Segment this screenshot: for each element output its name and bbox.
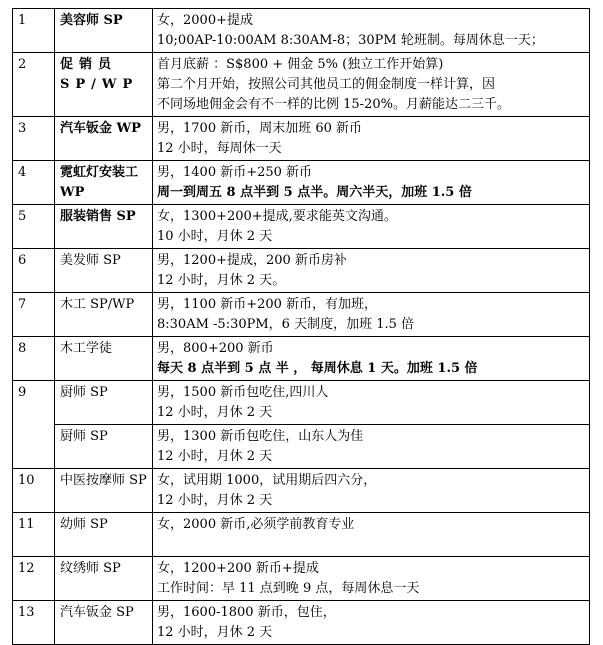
job-details [153,381,590,425]
table-row [13,249,590,293]
row-number: 13 [13,601,55,645]
row-number: 10 [13,469,55,513]
detail-line: 12 小时，月休 2 天 [157,493,273,508]
detail-line: 女，2000+提成 [157,13,253,28]
detail-line: 男，1200+提成，200 新币房补 [157,253,347,268]
table-row [13,117,590,161]
table-row [13,513,590,557]
job-listing-table [12,8,590,645]
detail-line: 不同场地佣金会有不一样的比例 15-20%。月薪能达二三千。 [157,97,510,112]
job-title [55,53,153,117]
detail-line: 12 小时，月休 2 天 [157,449,273,464]
job-title: 木工学徒 [55,337,153,381]
job-details [153,513,590,557]
detail-line: 12 小时，月休 2 天 [157,625,273,640]
detail-line: 12 小时，月休 2 天 [157,405,273,420]
row-number: 6 [13,249,55,293]
table-row [13,337,590,381]
job-details [153,557,590,601]
detail-line: 女，试用期 1000，试用期后四六分， [157,473,377,488]
job-title-text: 霓虹灯安装工 WP [60,165,139,200]
job-title [55,161,153,205]
table-row [13,381,590,425]
detail-line: 男，800+200 新币 [157,341,274,356]
row-number: 8 [13,337,55,381]
job-details [153,53,590,117]
table-row [13,601,590,645]
job-title: 厨师 SP [55,381,153,425]
detail-line: 男，1400 新币+250 新币 [157,165,313,180]
job-title: 汽车钣金 WP [55,117,153,161]
detail-line: 男，1500 新币包吃住,四川人 [157,385,329,400]
detail-line: 女，1300+200+提成,要求能英文沟通。 [157,209,397,224]
job-details [153,249,590,293]
row-number: 12 [13,557,55,601]
job-details [153,469,590,513]
detail-line: 首月底薪 ：S$800 + 佣金 5% (独立工作开始算) [157,57,444,72]
detail-line: 12 小时，每周休一天 [157,141,282,156]
table-row [13,557,590,601]
detail-line: 男，1100 新币+200 新币，有加班， [157,297,378,312]
row-number: 3 [13,117,55,161]
job-title: 木工 SP/WP [55,293,153,337]
detail-line: 12 小时，月休 2 天。 [157,273,286,288]
table-row [13,425,590,469]
detail-line: 第二个月开始，按照公司其他员工的佣金制度一样计算，因 [157,77,496,92]
job-details [153,337,590,381]
detail-line: 女，2000 新币,必须学前教育专业 [157,517,355,532]
detail-line: 10;00AP-10:00AM 8:30AM-8；30PM 轮班制。每周休息一天； [157,33,544,48]
job-details [153,117,590,161]
job-details [153,601,590,645]
row-number: 4 [13,161,55,205]
table-row [13,161,590,205]
detail-line: 男，1600-1800 新币，包住， [157,605,336,620]
row-number: 5 [13,205,55,249]
job-details [153,9,590,53]
detail-line: 每天 8 点半到 5 点 半 ， 每周休息 1 天。加班 1.5 倍 [157,361,478,376]
detail-line: 8:30AM -5:30PM，6 天制度，加班 1.5 倍 [157,317,415,332]
job-title-text: 促销员 SP/WP [60,57,139,92]
detail-line: 男，1700 新币，周末加班 60 新币 [157,121,363,136]
job-details [153,293,590,337]
detail-line: 男，1300 新币包吃住，山东人为佳 [157,429,364,444]
detail-line: 周一到周五 8 点半到 5 点半。周六半天，加班 1.5 倍 [157,185,472,200]
row-number: 9 [13,381,55,425]
row-number [13,425,55,469]
job-title: 幼师 SP [55,513,153,557]
job-title [55,469,153,513]
row-number: 11 [13,513,55,557]
job-title: 厨师 SP [55,425,153,469]
job-title: 纹绣师 SP [55,557,153,601]
job-title: 服装销售 SP [55,205,153,249]
job-title: 汽车钣金 SP [55,601,153,645]
row-number: 1 [13,9,55,53]
job-title-text: 中医按摩师 SP [60,473,147,488]
job-details [153,161,590,205]
table-row [13,205,590,249]
job-title: 美发师 SP [55,249,153,293]
job-details [153,425,590,469]
row-number: 2 [13,53,55,117]
table-row [13,293,590,337]
row-number: 7 [13,293,55,337]
detail-line: 女，1200+200 新币+提成 [157,561,319,576]
detail-line: 10 小时，月休 2 天 [157,229,273,244]
job-details [153,205,590,249]
detail-line: 工作时间：早 11 点到晚 9 点，每周休息一天 [157,581,420,596]
table-row [13,9,590,53]
table-row [13,53,590,117]
table-row [13,469,590,513]
job-title: 美容师 SP [55,9,153,53]
